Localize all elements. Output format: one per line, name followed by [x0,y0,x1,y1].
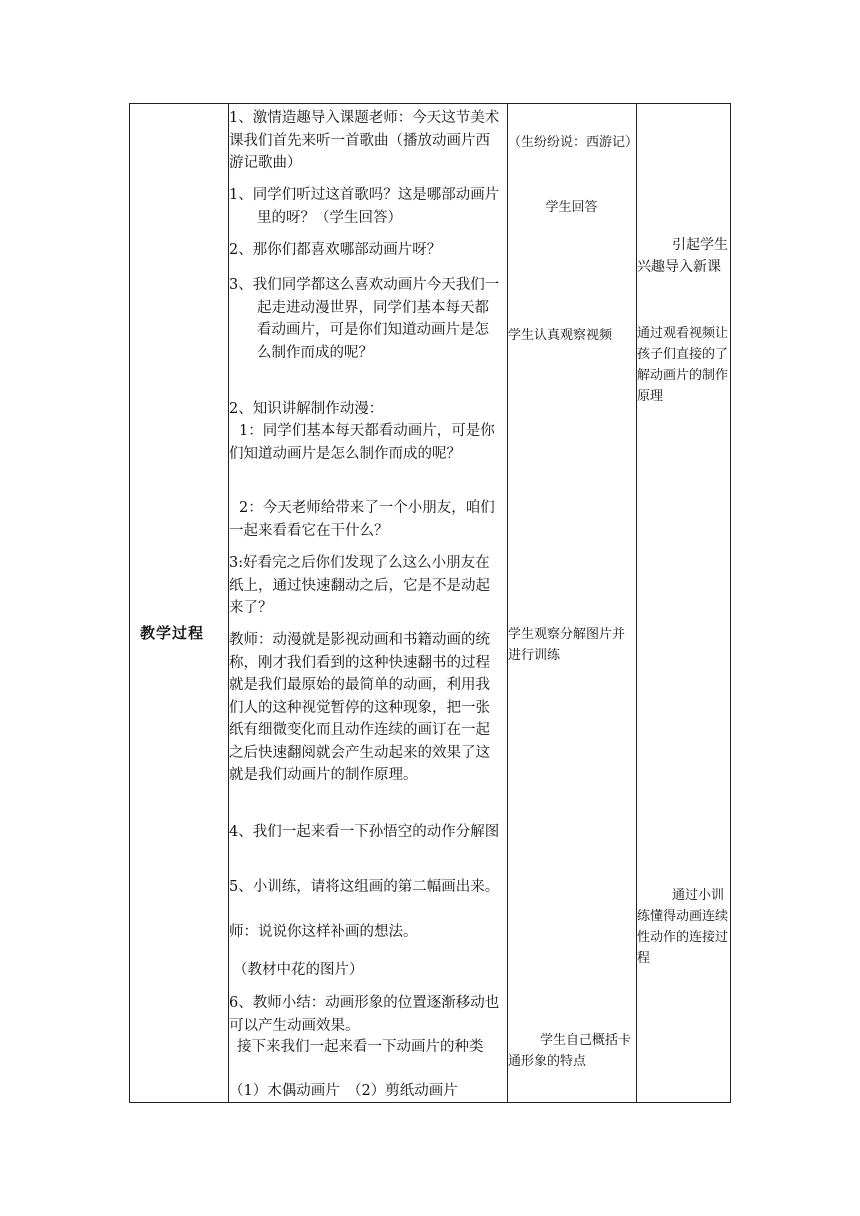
intent-note: 通过观看视频让孩子们直接的了解动画片的制作原理 [637,326,729,404]
student-step: 学生观察分解图片并进行训练 [508,627,626,663]
student-step: 学生自己概括卡通形象的特点 [508,1033,632,1069]
column-divider [507,104,508,1102]
teacher-step: 1：同学们基本每天都看动画片，可是你们知道动画片是怎么制作而成的呢？ [229,423,495,462]
student-step: （生纷纷说：西游记） [508,135,639,150]
teacher-step: 3、我们同学都这么喜欢动画片今天我们一起走进动漫世界，同学们基本每天都看动画片，可是你们知道动画片是怎么制作而成的呢？ [229,277,500,361]
teacher-step: 教师：动漫就是影视动画和书籍动画的统称，刚才我们看到的这种快速翻书的过程就是我们最原始的最简单的动画，利用我们人的这种视觉暂停的这种现象，把一张纸有细微变化而且动作连续的画订在一起之后快速翻阅就会产生动起来的效果了这就是我们动画片的制作原理。 [229,632,490,783]
section-label: 教学过程 [140,624,205,642]
intent-note: 引起学生兴趣导入新课 [637,237,728,275]
teacher-step: （1）木偶动画片 （2）剪纸动画片 [229,1083,458,1099]
teacher-step: 1、激情造趣导入课题老师：今天这节美术课我们首先来听一首歌曲（播放动画片西游记歌曲） [229,110,500,171]
teacher-step: 1、同学们听过这首歌吗？这是哪部动画片里的呀？（学生回答） [229,187,500,226]
student-step: 学生认真观察视频 [508,328,613,343]
teacher-step: 5、小训练，请将这组画的第二幅画出来。 [229,879,500,895]
teacher-step: 4、我们一起来看一下孙悟空的动作分解图 [229,824,500,840]
teacher-step: 6、教师小结：动画形象的位置逐渐移动也可以产生动画效果。 [229,995,500,1034]
student-step: 学生回答 [545,200,598,215]
teacher-step: 接下来我们一起来看一下动画片的种类 [237,1039,484,1055]
teacher-step: 2、知识讲解制作动漫： [229,401,384,417]
teacher-step: 师：说说你这样补画的想法。 [229,924,418,940]
teacher-step: 2、那你们都喜欢哪部动画片呀？ [229,242,442,258]
teacher-step: 3:好看完之后你们发现了么这么小朋友在纸上，通过快速翻动之后，它是不是动起来了？ [229,555,490,616]
teacher-step: （教材中花的图片） [233,962,364,978]
teacher-step: 2：今天老师给带来了一个小朋友，咱们一起来看看它在干什么？ [229,500,495,539]
lesson-table [129,103,731,1103]
intent-note: 通过小训练懂得动画连续性动作的连接过程 [637,888,729,966]
